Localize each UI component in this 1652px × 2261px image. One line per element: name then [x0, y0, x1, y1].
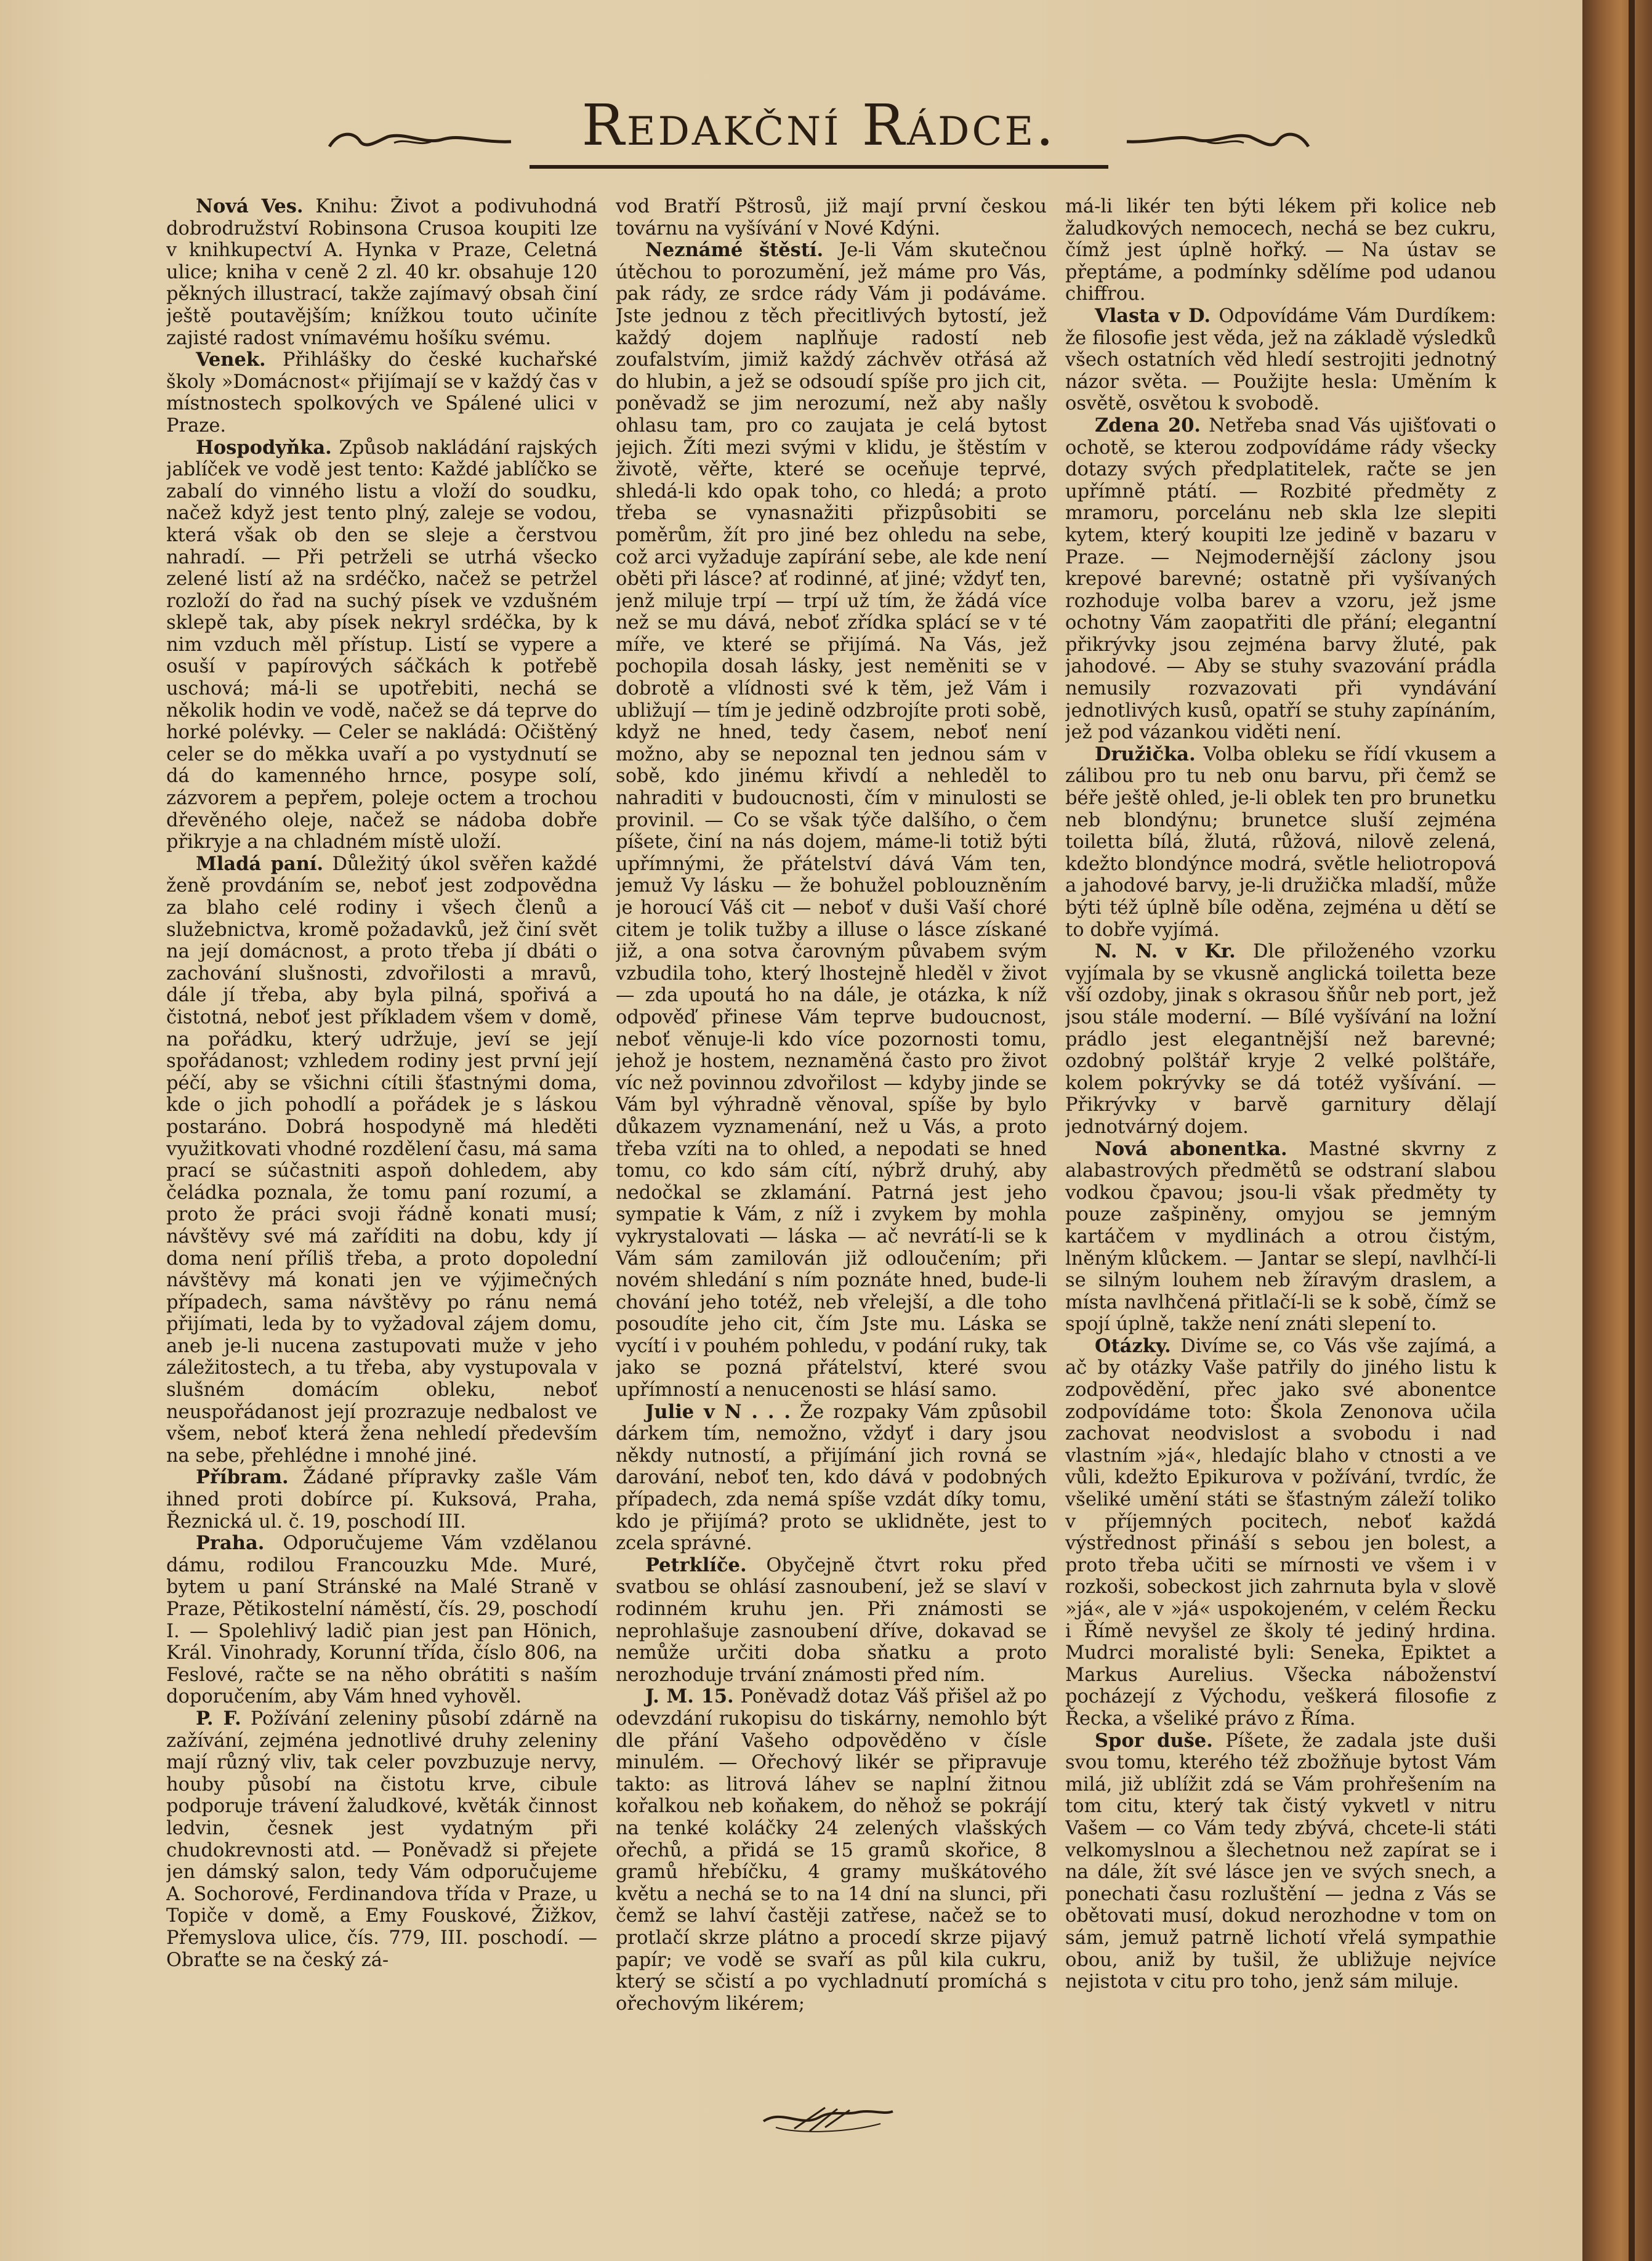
page-header [326, 92, 1312, 172]
answer-recipient: Otázky. [1095, 1334, 1171, 1357]
answer-paragraph [166, 437, 597, 853]
answer-paragraph [166, 196, 597, 349]
answer-paragraph [1065, 1730, 1496, 1993]
answer-recipient: Spor duše. [1095, 1729, 1213, 1752]
answer-paragraph [616, 1401, 1047, 1555]
left-flourish-icon [326, 128, 523, 153]
answer-text: Divíme se, co Vás vše zajímá, a ač by otázky Vaše patřily do jiného listu k zodpovědění, přec jako své abonentce zodpovídáme toto: Škola Zenonova učila zachovat neodvislost a svobodu i nad vlastním »já«, hledajíc blaho v ctnosti a ve vůli, kdežto Epikurova v požívání, tvrdíc, že všeliké umění státi se šťastným záleží toliko v příjemných pocitech, neboť každá výstřednost přináší s sebou jen bolest, a proto třeba učiti se mírnosti ve všem i v rozkoši, sobeckost jich zahrnuta byla v slově »já«, ale v »já« uspokojeném, v celém Řecku i Římě nevyšel ze školy té jediný hrdina. Mudrci moralisté byli: Seneka, Epiktet a Markus Aurelius. Všecka náboženství pocházejí z Východu, veškerá filosofie z Řecka, a všeliké právo z Říma. [1065, 1335, 1496, 1730]
answer-paragraph [1065, 1336, 1496, 1730]
answer-text: Poněvadž dotaz Váš přišel až po odevzdání rukopisu do tiskárny, nemohlo být dle přání Vašeho odpověděno v čísle minulém. — Ořechový likér se připravuje takto: as litrová láhev se naplní žitnou kořalkou neb koňakem, do něhož se pokrájí na tenké koláčky 24 zelených vlašských ořechů, a přidá se 15 gramů skořice, 8 gramů hřebíčku, 4 gramy muškátového květu a nechá se to na 14 dní na slunci, při čemž se lahví častěji zatřese, načež se to protlačí skrze plátno a procedí skrze pijavý papír; ve vodě se svaří as půl kila cukru, který se sčistí a po vychladnutí promíchá s ořechovým likérem; [616, 1686, 1047, 2015]
answer-paragraph [1065, 941, 1496, 1138]
answer-recipient: P. F. [196, 1707, 241, 1730]
answer-recipient: Hospodyňka. [196, 436, 332, 459]
answer-paragraph [616, 240, 1047, 1401]
answer-text: vod Bratří Pštrosů, již mají první českou továrnu na vyšívání v Nové Kdýni. [616, 196, 1047, 240]
answer-text: Odporučujeme Vám vzdělanou dámu, rodilou Francouzku Mde. Muré, bytem u paní Stránské na Malé Straně v Praze, Pětikostelní náměstí, čís. 29, poschodí I. — Spolehlivý ladič pian jest pan Hönich, Král. Vinohrady, Korunní třída, číslo 806, na Feslové, račte se na něho obrátiti s naším doporučením, aby Vám hned vyhověl. [166, 1533, 597, 1708]
answer-paragraph [166, 853, 597, 1467]
answer-paragraph [616, 1686, 1047, 2015]
answer-text: Obyčejně čtvrt roku před svatbou se ohlásí zasnoubení, jež se slaví v rodinném kruhu jen. Při známosti se neprohlašuje zasnoubení dříve, dokavad se nemůže určiti doba sňatku a proto nerozhoduje trvání známosti před ním. [616, 1554, 1047, 1686]
answer-text: Odpovídáme Vám Durdíkem: že filosofie jest věda, jež na základě výsledků všech ostatních věd hledí sestrojiti jednotný názor světa. — Použijte hesla: Uměním k osvětě, osvětou k svobodě. [1065, 305, 1496, 415]
answer-paragraph [1065, 196, 1496, 305]
answer-text: Že rozpaky Vám způsobil dárkem tím, nemožno, vždyť i dary jsou někdy nutností, a přijímání jich rovná se darování, neboť ten, kdo dává v podobných případech, zda nemá spíše vzdát díky tomu, kdo je přijímá? proto se uklidněte, jest to zcela správné. [616, 1401, 1047, 1555]
answer-text: Je-li Vám skutečnou útěchou to porozumění, jež máme pro Vás, pak rády, ze srdce rády Vám ji podáváme. Jste jednou z těch přecitlivých bytostí, jež každý dojem naplňuje radostí neb zoufalstvím, jimiž každý záchvěv otřásá až do hlubin, a jež se odsoudí spíše pro jich cit, poněvadž se jim nerozumí, než aby našly ohlasu tam, pro co zaujata je celá bytost jejich. Žíti mezi svými v klidu, je štěstím v životě, věřte, které se oceňuje teprvé, shledá-li kdo opak toho, co hledá; a proto třeba se vynasnažiti přizpůsobiti se poměrům, žít pro jiné bez ohledu na sebe, což arci vyžaduje zapírání sebe, ale kde není oběti při lásce? ať rodinné, ať jiné; vždyť ten, jenž miluje trpí — trpí už tím, že žádá více než se mu dává, neboť zřídka splácí se v té míře, ve které se přijímá. Na Vás, jež pochopila dosah lásky, jest neměniti se v dobrotě a vlídnosti své k těm, jež Vám i ubližují — tím je jedině odzbrojíte proti sobě, když ne hned, tedy časem, neboť není možno, aby se nepoznal ten jednou sám v sobě, kdo jinému křivdí a nehleděl to nahraditi v budoucnosti, čím v minulosti se provinil. — Co se však týče dalšího, o čem píšete, činí na nás dojem, máme-li totiž býti upřímnými, že přátelství dává Vám ten, jemuž Vy lásku — že bohužel poblouzněním je horoucí Váš cit — neboť v duši Vaší choré citem je tolik tužby a illuse o lásce získané již, a ona sotva čarovným půvabem svým vzbudila toho, který lhostejně hleděl v život — zda upoutá ho na dále, je otázka, k níž odpověď přinese Vám teprve budoucnost, neboť věnuje-li kdo více pozornosti tomu, jehož je hostem, neznaměná často pro život víc než povinnou zdvořilost — kdyby jinde se Vám byl výhradně věnoval, spíše by bylo důkazem vyznamenání, než u Vás, a proto třeba vzíti na to ohled, a nepodati se hned tomu, co kdo sám cítí, nýbrž druhý, aby nedočkal se zklamání. Patrná jest jeho sympatie k Vám, z níž i zvykem by mohla vykrystalovati — láska — ač nevrátí-li se k Vám sám zamilován již odloučením; při novém shledání s ním poznáte hned, bude-li chování jeho totéž, neb vřelejší, a dle toho posoudíte jeho cit, čím Jste mu. Láska se vycítí i v pouhém pohledu, v podání ruky, tak jako se pozná přátelství, které svou upřímností a nenucenosti se hlásí samo. [616, 240, 1047, 1401]
answer-text: Přihlášky do české kuchařské školy »Domácnost« přijímají se v každý čas v místnostech spolkových ve Spálené ulici v Praze. [166, 349, 597, 437]
answer-text: Píšete, že zadala jste duši svou tomu, kterého též zbožňuje bytost Vám milá, již ublížit zdá se Vám prohřešením na tom citu, který tak čistý vykvetl v nitru Vašem — co Vám tedy zbývá, chcete-li státi velkomyslnou a šlechetnou než zapírat se i na dále, žít své lásce jen ve svých snech, a ponechati času rozluštění — jedna z Vás se obětovati musí, dokud nerozhodne v tom on sám, jemuž patrně lichotí vřelá sympathie obou, aniž by tušil, že ubližuje nejvíce nejistota v citu pro toho, jenž sám miluje. [1065, 1730, 1496, 1993]
answer-recipient: Praha. [196, 1532, 265, 1555]
answer-paragraph [616, 1555, 1047, 1687]
answer-text: Knihu: Život a podivuhodná dobrodružství Robinsona Crusoa koupiti lze v knihkupectví A. Hynka v Praze, Celetná ulice; kniha v ceně 2 zl. 40 kr. obsahuje 120 pěkných illustrací, takže zajímavý obsah činí ještě poutavějším; knížkou touto učiníte zajisté radost vnímavému hošíku svému. [166, 196, 597, 349]
answer-recipient: Zdena 20. [1095, 414, 1201, 437]
page-title: Redakční Rádce. [581, 92, 1057, 158]
right-flourish-icon [1114, 128, 1312, 153]
book-spine [1582, 0, 1652, 2261]
answer-paragraph [1065, 305, 1496, 415]
answer-text: Netřeba snad Vás ujišťovati o ochotě, se kterou zodpovídáme rády všecky dotazy svých předplatitelek, račte se jen upřímně ptátí. — Rozbité předměty z mramoru, porcelánu neb skla lze slepiti kytem, který koupiti lze jedině v bazaru v Praze. — Nejmodernější záclony jsou krepové barevné; ostatně při vyšívaných rozhoduje volba barev a vzoru, jež jsme ochotny Vám zaopatřiti dle přání; elegantní přikrývky jsou zejména barvy žluté, pak jahodové. — Aby se stuhy svazování prádla nemusily rozvazovati při vyndávání jednotlivých kusů, opatří se stuhy zapínáním, jež pod vázankou viděti není. [1065, 414, 1496, 744]
footer-ornament-icon [757, 2097, 899, 2140]
answer-paragraph [616, 196, 1047, 240]
answer-text: Dle přiloženého vzorku vyjímala by se vkusně anglická toiletta beze vší ozdoby, jinak s okrasou šňůr neb port, jež jsou stále moderní. — Bílé vyšívání na ložní prádlo jest elegantnější než barevné; ozdobný polštář kryje 2 velké polštáře, kolem pokrývky se dá totéž vyšívání. — Přikrývky v barvě garnitury dělají jednotvárný dojem. [1065, 941, 1496, 1138]
answer-recipient: Příbram. [196, 1466, 289, 1489]
answer-recipient: Venek. [196, 349, 266, 371]
article-columns [166, 196, 1496, 2062]
answer-paragraph [166, 349, 597, 437]
answer-text: Způsob nakládání rajských jablíček ve vodě jest tento: Každé jablíčko se zabalí do vinného listu a vloží do soudku, načež když jest tento plný, zaleje se vodou, která však ob den se sleje a čerstvou nahradí. — Při petrželi se utrhá všecko zelené listí až na srdéčko, načež se petržel rozloží do řad na suchý písek ve vzdušném sklepě tak, aby písek nekryl srdéčka, by k nim vzduch měl přístup. Listí se vypere a osuší v papírových sáčkách k potřebě uschová; má-li se upotřebiti, nechá se několik hodin ve vodě, načež se dá teprve do horké polévky. — Celer se nakládá: Očištěný celer se do měkka uvaří a po vystydnutí se dá do kamenného hrnce, posype solí, zázvorem a pepřem, poleje octem a trochou dřevěného oleje, načež se nádoba dobře přikryje a na chladném místě uloží. [166, 437, 597, 853]
answer-text: Volba obleku se řídí vkusem a zálibou pro tu neb onu barvu, při čemž se béře ještě ohled, je-li oblek ten pro brunetku neb blondýnu; brunetce sluší zejména toiletta bílá, žlutá, růžová, nilově zelená, kdežto blondýnce modrá, světle heliotropová a jahodové barvy, je-li družička mladší, může býti též úplně bíle oděna, zejména u dětí se to dobře vyjímá. [1065, 743, 1496, 941]
answer-paragraph [166, 1708, 597, 1971]
answer-recipient: J. M. 15. [645, 1685, 734, 1708]
answer-recipient: Mladá paní. [196, 852, 324, 875]
answer-recipient: Nová Ves. [196, 196, 304, 217]
answer-recipient: Vlasta v D. [1095, 304, 1211, 327]
column-3 [1065, 196, 1496, 2062]
answer-recipient: N. N. v Kr. [1095, 940, 1236, 963]
column-2 [616, 196, 1047, 2062]
answer-paragraph [1065, 1139, 1496, 1336]
column-1 [166, 196, 597, 2062]
answer-recipient: Petrklíče. [645, 1554, 747, 1576]
answer-paragraph [1065, 415, 1496, 744]
answer-text: má-li likér ten býti lékem při kolice neb žaludkových nemocech, nechá se bez cukru, čímž jest úplně hořký. — Na ústav se přeptáme, a podmínky sdělíme pod udanou chiffrou. [1065, 196, 1496, 305]
answer-paragraph [166, 1533, 597, 1708]
answer-paragraph [1065, 744, 1496, 941]
answer-paragraph [166, 1467, 597, 1533]
answer-text: Důležitý úkol svěřen každé ženě provdáním se, neboť jest zodpovědna za blaho celé rodiny i všech členů a služebnictva, kromě požadavků, jež činí svět na její domácnost, a proto třeba jí dbáti o zachování slušnosti, zdvořilosti a mravů, dále jí třeba, aby byla pilná, spořivá a čistotná, neboť jest příkladem všem v domě, na pořádku, který udržuje, jeví se její spořádanost; vzhledem rodiny jest první její péčí, aby se všichni cítili šťastnými doma, kde o jich pohodlí a pořádek je s láskou postaráno. Dobrá hospodyně má hleděti využitkovati vhodné rozdělení času, má sama prací se súčastniti aspoň dohledem, aby čeládka poznala, že tomu paní rozumí, a proto že práci svoji řádně konati musí; návštěvy své má zaříditi na dobu, kdy jí doma není příliš třeba, a proto dopolední návštěvy má konati jen ve výjimečných případech, sama návštěvy po ránu nemá přijímati, leda by to vyžadoval zájem domu, aneb je-li nucena zastupovati muže v jeho záležitostech, a tu třeba, aby vystupovala v slušném domácím obleku, neboť neuspořádanost její prozrazuje nedbalost ve všem, neboť která žena nehledí především na sebe, přehlédne i mnohé jiné. [166, 853, 597, 1467]
title-underline [530, 165, 1108, 169]
answer-text: Žádané přípravky zašle Vám ihned proti dobírce pí. Kuksová, Praha, Řeznická ul. č. 19, poschodí III. [166, 1467, 597, 1533]
answer-recipient: Nová abonentka. [1095, 1137, 1287, 1160]
answer-recipient: Neznámé štěstí. [645, 239, 824, 262]
answer-text: Požívání zeleniny působí zdárně na zažívání, zejména jednotlivé druhy zeleniny mají různý vliv, tak celer povzbuzuje nervy, houby působí na čistotu krve, cibule podporuje trávení žaludkové, květák činnost ledvin, česnek jest vydatným při chudokrevnosti atd. — Poněvadž si přejete jen dámský salon, tedy Vám odporučujeme A. Sochorové, Ferdinandova třída v Praze, u Topiče v domě, a Emy Fouskové, Žižkov, Přemyslova ulice, čís. 779, III. poschodí. — Obraťte se na český zá- [166, 1707, 597, 1971]
answer-recipient: Julie v N . . . [645, 1400, 791, 1423]
answer-text: Mastné skvrny z alabastrových předmětů se odstraní slabou vodkou čpavou; jsou-li však předměty ty pouze zašpiněny, omyjou se jemným kartáčem v mydlinách a otrou čistým, lněným klůckem. — Jantar se slepí, navlhčí-li se silným louhem neb žíravým draslem, a místa navlhčená přitlačí-li se k sobě, čímž se spojí úplně, takže není znáti slepení to. [1065, 1138, 1496, 1336]
spine-edge [1629, 0, 1635, 2261]
answer-recipient: Družička. [1095, 743, 1196, 765]
